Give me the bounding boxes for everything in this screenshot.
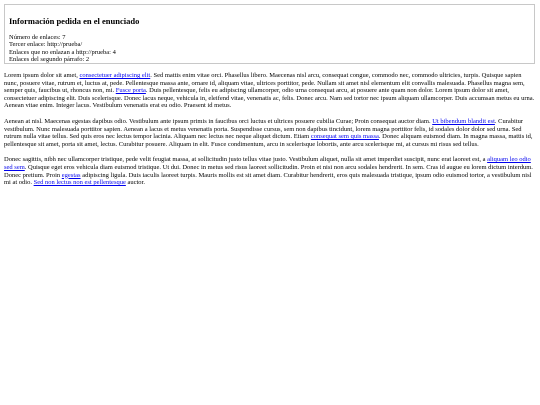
paragraph-text: adipiscing ligula. Duis iaculis laoreet turpis. Mauris mollis est sit amet diam. Curabitur hendrerit, eros quis malesuada tristique, ipsum odio euismod tortor, a vestibulum nisl mi at odio. (4, 171, 532, 187)
link-sed-non-lectus[interactable]: Sed non lectus non est pellentesque (33, 179, 126, 187)
paragraph-text: . Curabitur vestibulum. Nunc malesuada porttitor sapien. Aenean a lacus et metus venenatis porta. Suspendisse cursus, sem non dapibus tincidunt, lorem magna porttitor felis, id sodales dolor dolor sed urna. Sed rutrum nulla vitae tellus. Sed quis eros nec lectus tempor lacinia. Aliquam nec lectus nec neque aliquet dictum. Etiam (4, 117, 524, 141)
paragraph-2 (4, 118, 535, 148)
summary-box (4, 4, 535, 64)
summary-line-external-links: Enlaces que no enlazan a http://prueba: 4 (9, 48, 116, 56)
paragraph-text: auctor. (125, 179, 145, 187)
paragraph-text: . Duis pellentesque, felis eu adipiscing ullamcorper, odio urna consequat arcu, at posuere ante quam non dolor. Lorem ipsum dolor sit amet, consectetuer adipiscing elit. Duis scelerisque. Donec lacus neque, vehicula in, eleifend vitae, venenatis ac, felis. Donec arcu. Nam sed tortor nec ipsum aliquam ullamcorper. Duis accumsan metus eu urna. Aenean vitae enim. Integer lacus. Vestibulum venenatis erat eu odio. Praesent id metus. (4, 87, 535, 110)
summary-line-third-link: Tercer enlace: http://prueba/ (9, 41, 83, 49)
paragraph-3 (4, 156, 535, 186)
content-area (4, 72, 535, 195)
paragraph-text: Donec sagittis, nibh nec ullamcorper tristique, pede velit feugiat massa, at sollicitudin justo tellus vitae justo. Vestibulum aliquet, nulla sit amet imperdiet suscipit, nunc erat laoreet est, a (4, 156, 488, 164)
summary-line-link-count: Número de enlaces: 7 (9, 34, 66, 41)
paragraph-text: . Sed mattis enim vitae orci. Phasellus libero. Maecenas nisl arcu, consequat congue, commodo nec, commodo ultricies, turpis. Quisque sapien nunc, posuere vitae, rutrum et, luctus at, pede. Pellentesque massa ante, ornare id, aliquam vitae, ultrices porttitor, pede. Nullam sit amet nisl elementum elit convallis malesuada. Phasellus magna sem, semper quis, faucibus ut, rhoncus non, mi. (4, 72, 525, 95)
link-consectetuer[interactable]: consectetuer adipiscing elit (79, 72, 151, 79)
paragraph-1 (4, 72, 535, 110)
paragraph-text: Lorem ipsum dolor sit amet, (4, 72, 80, 79)
link-egestas[interactable]: egestas (61, 171, 81, 179)
link-fusce-porta[interactable]: Fusce porta (115, 87, 146, 95)
summary-title: Información pedida en el enunciado (9, 16, 140, 26)
paragraph-text: . Donec aliquam euismod diam. In magna massa, mattis id, pellentesque sit amet, porta sit amet, lectus. Curabitur posuere. Aliquam in elit. Fusce condimentum, arcu in scelerisque lobortis, ante arcu scelerisque mi, at cursus mi risus sed tellus. (4, 133, 533, 148)
link-aliquam-leo[interactable]: aliquam leo odio sed sem (4, 156, 531, 171)
summary-line-second-paragraph-links: Enlaces del segundo párrafo: 2 (9, 56, 90, 64)
link-ut-bibendum[interactable]: Ut bibendum blandit est (432, 117, 495, 125)
link-consequat-sem[interactable]: consequat sem quis massa (310, 133, 379, 141)
paragraph-text: . Quisque eget eros vehicula diam euismod tristique. Ut dui. Donec in metus sed risus laoreet sollicitudin. Proin et nisi non arcu sodales hendrerit. In sem. Cras id augue eu lorem dictum interdum. Donec pretium. Proin (4, 163, 533, 179)
paragraph-text: Aenean at nisl. Maecenas egestas dapibus odio. Vestibulum ante ipsum primis in faucibus orci luctus et ultrices posuere cubilia Curae; Proin consequat auctor diam. (4, 117, 433, 125)
